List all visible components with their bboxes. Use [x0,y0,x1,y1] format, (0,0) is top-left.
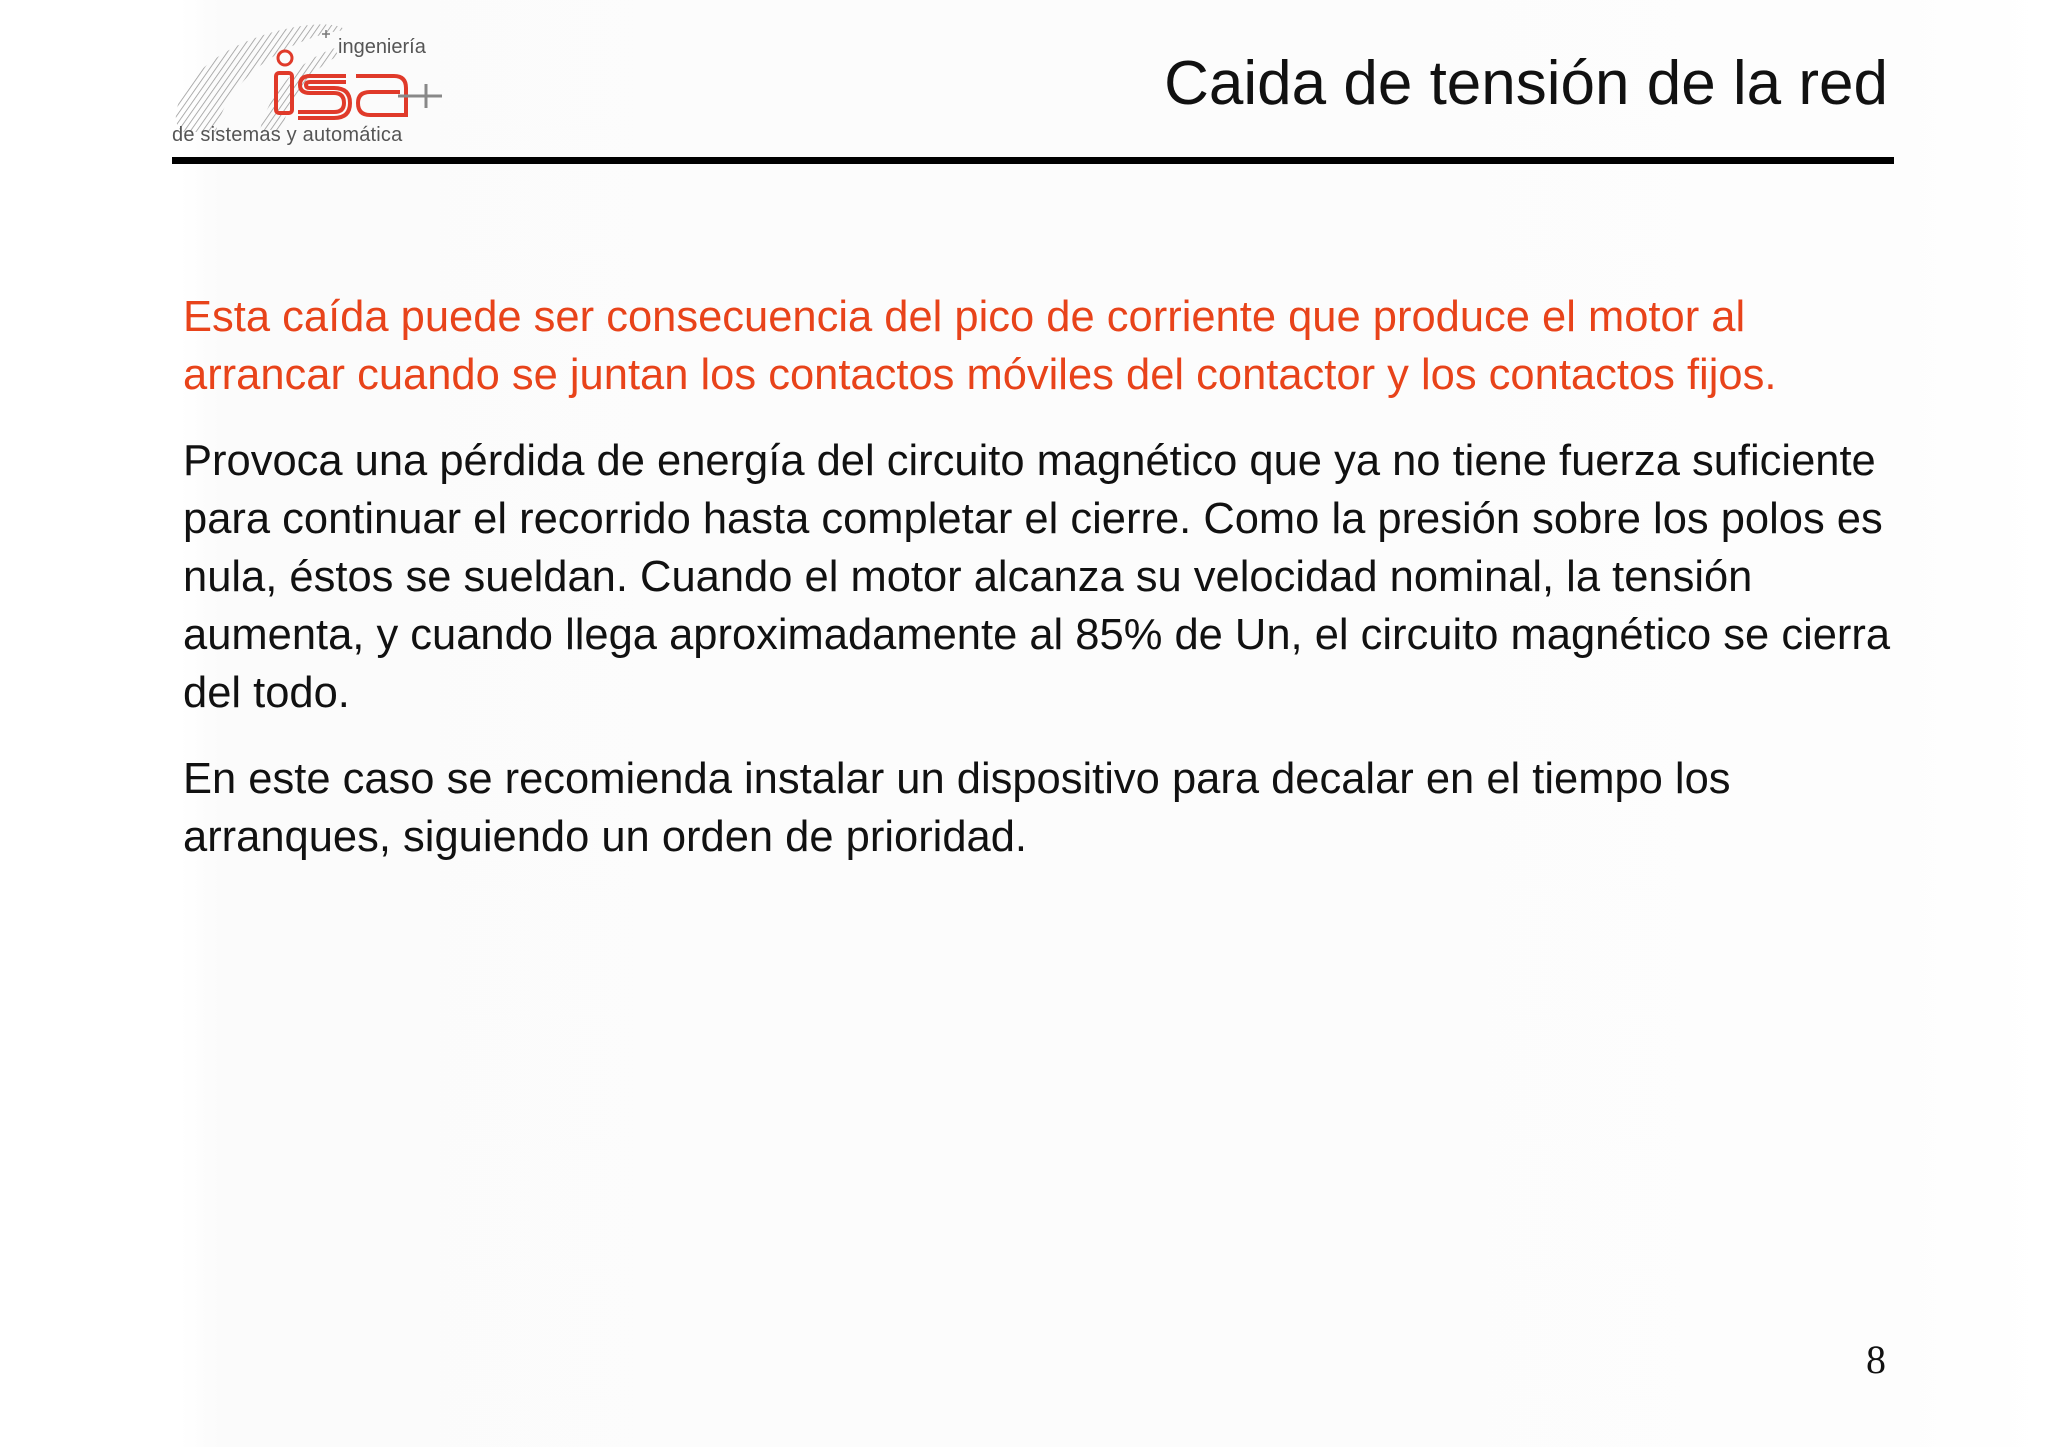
slide-body [183,288,1903,894]
page-title: Caida de tensión de la red [1164,49,1888,118]
paragraph-highlight: Esta caída puede ser consecuencia del pico de corriente que produce el motor al arrancar cuando se juntan los contactos móviles del contactor y los contactos fijos. [183,293,1777,399]
page-number: 8 [1866,1337,1886,1382]
paragraph-explanation: Provoca una pérdida de energía del circuito magnético que ya no tiene fuerza suficiente para continuar el recorrido hasta completar el cierre. Como la presión sobre los polos es nula, éstos se sueldan. Cuando el motor alcanza su velocidad nominal, la tensión aumenta, y cuando llega aproximadamente al 85% de Un, el circuito magnético se cierra del todo. [183,437,1891,717]
title-divider [172,157,1894,164]
logo-bottom-text: de sistemas y automática [172,124,403,146]
logo-top-text: ingeniería [338,36,426,58]
logo-swoosh [176,24,345,132]
paragraph-recommendation: En este caso se recomienda instalar un dispositivo para decalar en el tiempo los arranques, siguiendo un orden de prioridad. [183,755,1731,861]
